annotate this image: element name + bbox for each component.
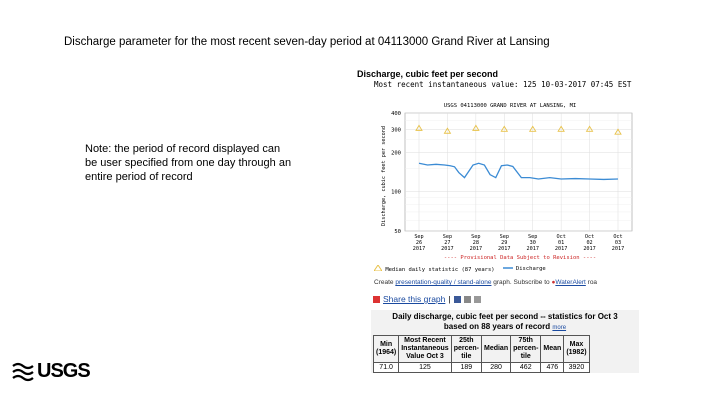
statistics-table [373, 335, 590, 373]
slide-title: Discharge parameter for the most recent seven-day period at 04113000 Grand River at Lansing [64, 36, 550, 48]
recent-value-text: Most recent instantaneous value: 125 10-03-2017 07:45 EST [374, 80, 632, 89]
statistics-value-cell: 3920 [564, 363, 589, 373]
graph-title: USGS 04113000 GRAND RIVER AT LANSING, MI [443, 103, 577, 109]
share-line [373, 294, 481, 304]
graph-y-axis-label: Discharge, cubic feet per second [381, 126, 387, 226]
legend-discharge-label: Discharge [515, 266, 546, 272]
x-tick-label-part: Oct [584, 234, 595, 240]
x-tick-label-part: 03 [614, 240, 622, 246]
x-tick-label-part: 2017 [498, 246, 511, 252]
share-graph-link[interactable]: Share this graph [383, 294, 446, 304]
create-suffix: roa [585, 279, 598, 286]
x-tick-label-part: Sep [414, 234, 424, 240]
y-tick-label: 50 [394, 229, 401, 235]
usgs-logo-text: USGS [37, 360, 90, 382]
statistics-value-row [374, 363, 590, 373]
x-tick-label-part: 2017 [526, 246, 539, 252]
statistics-title-line2: based on 88 years of record [443, 322, 551, 331]
legend-median-label: Median daily statistic (87 years) [385, 267, 495, 273]
statistics-title [371, 310, 639, 333]
presentation-quality-link[interactable]: presentation-quality / stand-alone [395, 279, 492, 286]
email-icon[interactable] [474, 296, 481, 303]
x-tick-label-part: Oct [556, 234, 566, 240]
usgs-wave-icon [12, 361, 34, 383]
wateralert-icon: ● [551, 279, 556, 286]
x-tick-label-part: 29 [501, 240, 508, 246]
x-tick-label-part: 02 [586, 240, 593, 246]
note-text: Note: the period of record displayed can be user specified from one day through an entire period of record [85, 143, 292, 183]
statistics-header-cell: Min (1964) [374, 336, 399, 363]
statistics-value-cell: 71.0 [374, 363, 399, 373]
statistics-header-cell: Most Recent Instantaneous Value Oct 3 [399, 336, 451, 363]
x-tick-label-part: Sep [471, 234, 481, 240]
statistics-value-cell: 280 [481, 363, 510, 373]
facebook-icon[interactable] [454, 296, 461, 303]
create-prefix: Create [374, 279, 396, 286]
usgs-logo [12, 360, 90, 383]
statistics-value-cell: 189 [451, 363, 481, 373]
statistics-more-link[interactable]: more [552, 325, 567, 331]
discharge-graph [360, 96, 650, 264]
create-graph-line [374, 279, 597, 286]
statistics-value-cell: 125 [399, 363, 451, 373]
x-tick-label-part: 2017 [469, 246, 483, 252]
y-tick-label: 100 [391, 189, 401, 196]
x-tick-label-part: 30 [529, 240, 536, 246]
x-tick-label-part: 2017 [583, 246, 596, 252]
wateralert-link[interactable]: WaterAlert [555, 279, 586, 286]
twitter-icon[interactable] [464, 296, 471, 303]
statistics-title-line1: Daily discharge, cubic feet per second -- statistics for Oct 3 [392, 312, 618, 321]
x-tick-label-part: Sep [442, 234, 453, 240]
x-tick-label-part: Oct [613, 234, 623, 240]
statistics-header-cell: 25th percen- tile [451, 336, 481, 363]
share-separator: | [448, 294, 451, 304]
x-tick-label-part: 2017 [441, 246, 454, 252]
statistics-value-cell: 476 [541, 363, 564, 373]
create-mid: graph. Subscribe to [491, 279, 552, 286]
statistics-header-cell: Max (1982) [564, 336, 589, 363]
statistics-header-cell: 75th percen- tile [511, 336, 541, 363]
legend-discharge [503, 266, 546, 272]
line-icon [503, 266, 513, 270]
x-tick-label-part: Sep [499, 234, 509, 240]
x-tick-label-part: 28 [472, 240, 479, 246]
statistics-header-cell: Median [481, 336, 510, 363]
y-tick-label: 300 [391, 127, 401, 134]
graph-legend [374, 265, 546, 273]
statistics-header-row [374, 336, 590, 363]
x-tick-label-part: Sep [528, 234, 538, 240]
x-tick-label-part: 2017 [611, 246, 625, 252]
legend-median [374, 265, 495, 273]
parameter-title: Discharge, cubic feet per second [357, 69, 499, 79]
x-tick-label-part: 01 [558, 240, 565, 246]
statistics-panel [371, 310, 639, 373]
x-tick-label-part: 26 [415, 240, 423, 246]
x-tick-label-part: 27 [444, 240, 451, 246]
statistics-value-cell: 462 [511, 363, 541, 373]
share-icon [373, 296, 380, 303]
y-tick-label: 400 [391, 111, 401, 117]
x-tick-label-part: 2017 [412, 246, 426, 252]
graph-footnote: ---- Provisional Data Subject to Revision ---- [443, 255, 597, 261]
y-tick-label: 200 [391, 150, 401, 157]
statistics-header-cell: Mean [541, 336, 564, 363]
triangle-icon [374, 265, 382, 271]
x-tick-label-part: 2017 [554, 246, 568, 252]
